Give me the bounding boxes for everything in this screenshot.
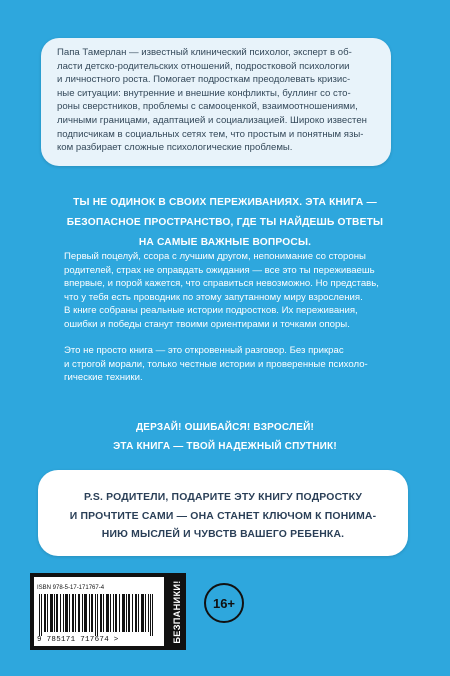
key-message-line: НА САМЫЕ ВАЖНЫЕ ВОПРОСЫ. <box>138 237 312 248</box>
barcode-icon <box>37 594 161 636</box>
author-bio-card <box>41 38 391 166</box>
barcode-panel <box>30 573 168 650</box>
paragraph-line: что у тебя есть проводник по этому запутанному миру взросления. <box>64 291 363 303</box>
description-paragraph <box>64 344 388 385</box>
publisher-logo-text: БЕЗПАНИКИ! <box>172 579 182 644</box>
paragraph-line: гические техники. <box>64 372 143 383</box>
paragraph-line: Это не просто книга — это откровенный разговор. Без прикрас <box>64 345 344 356</box>
parents-note-text <box>38 489 408 545</box>
paragraph-line: Первый поцелуй, ссора с лучшим другом, непонимание со стороны <box>64 251 366 262</box>
description-body <box>64 250 388 398</box>
key-message-line: БЕЗОПАСНОЕ ПРОСТРАНСТВО, ГДЕ ТЫ НАЙДЕШЬ ОТВЕТЫ <box>66 217 384 228</box>
bio-line: ные ситуации: внутренние и внешние конфликты, буллинг со сто- <box>57 87 351 99</box>
parents-note-card <box>38 470 408 556</box>
paragraph-line: и строгой морали, только честные истории и проверенные психоло- <box>64 358 368 370</box>
paragraph-line: родителей, страх не оправдать ожидания — все это ты переживаешь <box>64 264 375 276</box>
bio-line: подписчикам в социальных сетях тем, что простым и понятным язы- <box>57 128 364 140</box>
author-bio-text <box>57 46 375 155</box>
bio-line: и личностного роста. Помогает подросткам преодолевать кризис- <box>57 74 351 86</box>
bio-line: личными границами, адаптацией и социализацией. Широко известен <box>57 114 367 126</box>
barcode-digits: 9 785171 717674 > <box>37 636 119 644</box>
bio-line: ласти детско-родительских отношений, подростковой психологии <box>57 60 350 72</box>
paragraph-line: ошибки и победы станут твоими ориентирами и точками опоры. <box>64 318 350 330</box>
bio-line: Папа Тамерлан — известный клинический психолог, эксперт в об- <box>57 47 352 58</box>
paragraph-line: В книге собраны реальные истории подростков. Их переживания, <box>64 305 358 316</box>
paragraph-line: впервые, и порой кажется, что справиться невозможно. Но представь, <box>64 278 379 289</box>
key-message-line: ТЫ НЕ ОДИНОК В СВОИХ ПЕРЕЖИВАНИЯХ. ЭТА КНИГА — <box>73 197 377 208</box>
age-rating-badge: 16+ <box>204 583 244 623</box>
slogan <box>46 418 404 456</box>
parents-note-line: НИЮ МЫСЛЕЙ И ЧУВСТВ ВАШЕГО РЕБЕНКА. <box>101 529 345 540</box>
parents-note-line: P.S. РОДИТЕЛИ, ПОДАРИТЕ ЭТУ КНИГУ ПОДРОСТКУ <box>83 492 363 503</box>
description-paragraph <box>64 250 388 331</box>
isbn-label: ISBN 978-5-17-171767-4 <box>37 585 105 591</box>
slogan-line: ЭТА КНИГА — ТВОЙ НАДЕЖНЫЙ СПУТНИК! <box>113 441 337 452</box>
parents-note-line: И ПРОЧТИТЕ САМИ — ОНА СТАНЕТ КЛЮЧОМ К ПОНИМА- <box>69 510 377 522</box>
slogan-line: ДЕРЗАЙ! ОШИБАЙСЯ! ВЗРОСЛЕЙ! <box>135 422 315 433</box>
bio-line: роны сверстников, проблемы с самооценкой, взаимоотношениями, <box>57 101 358 113</box>
bio-line: ком разбирает сложные психологические проблемы. <box>57 142 293 154</box>
publisher-logo <box>168 573 186 650</box>
key-message <box>46 193 404 253</box>
